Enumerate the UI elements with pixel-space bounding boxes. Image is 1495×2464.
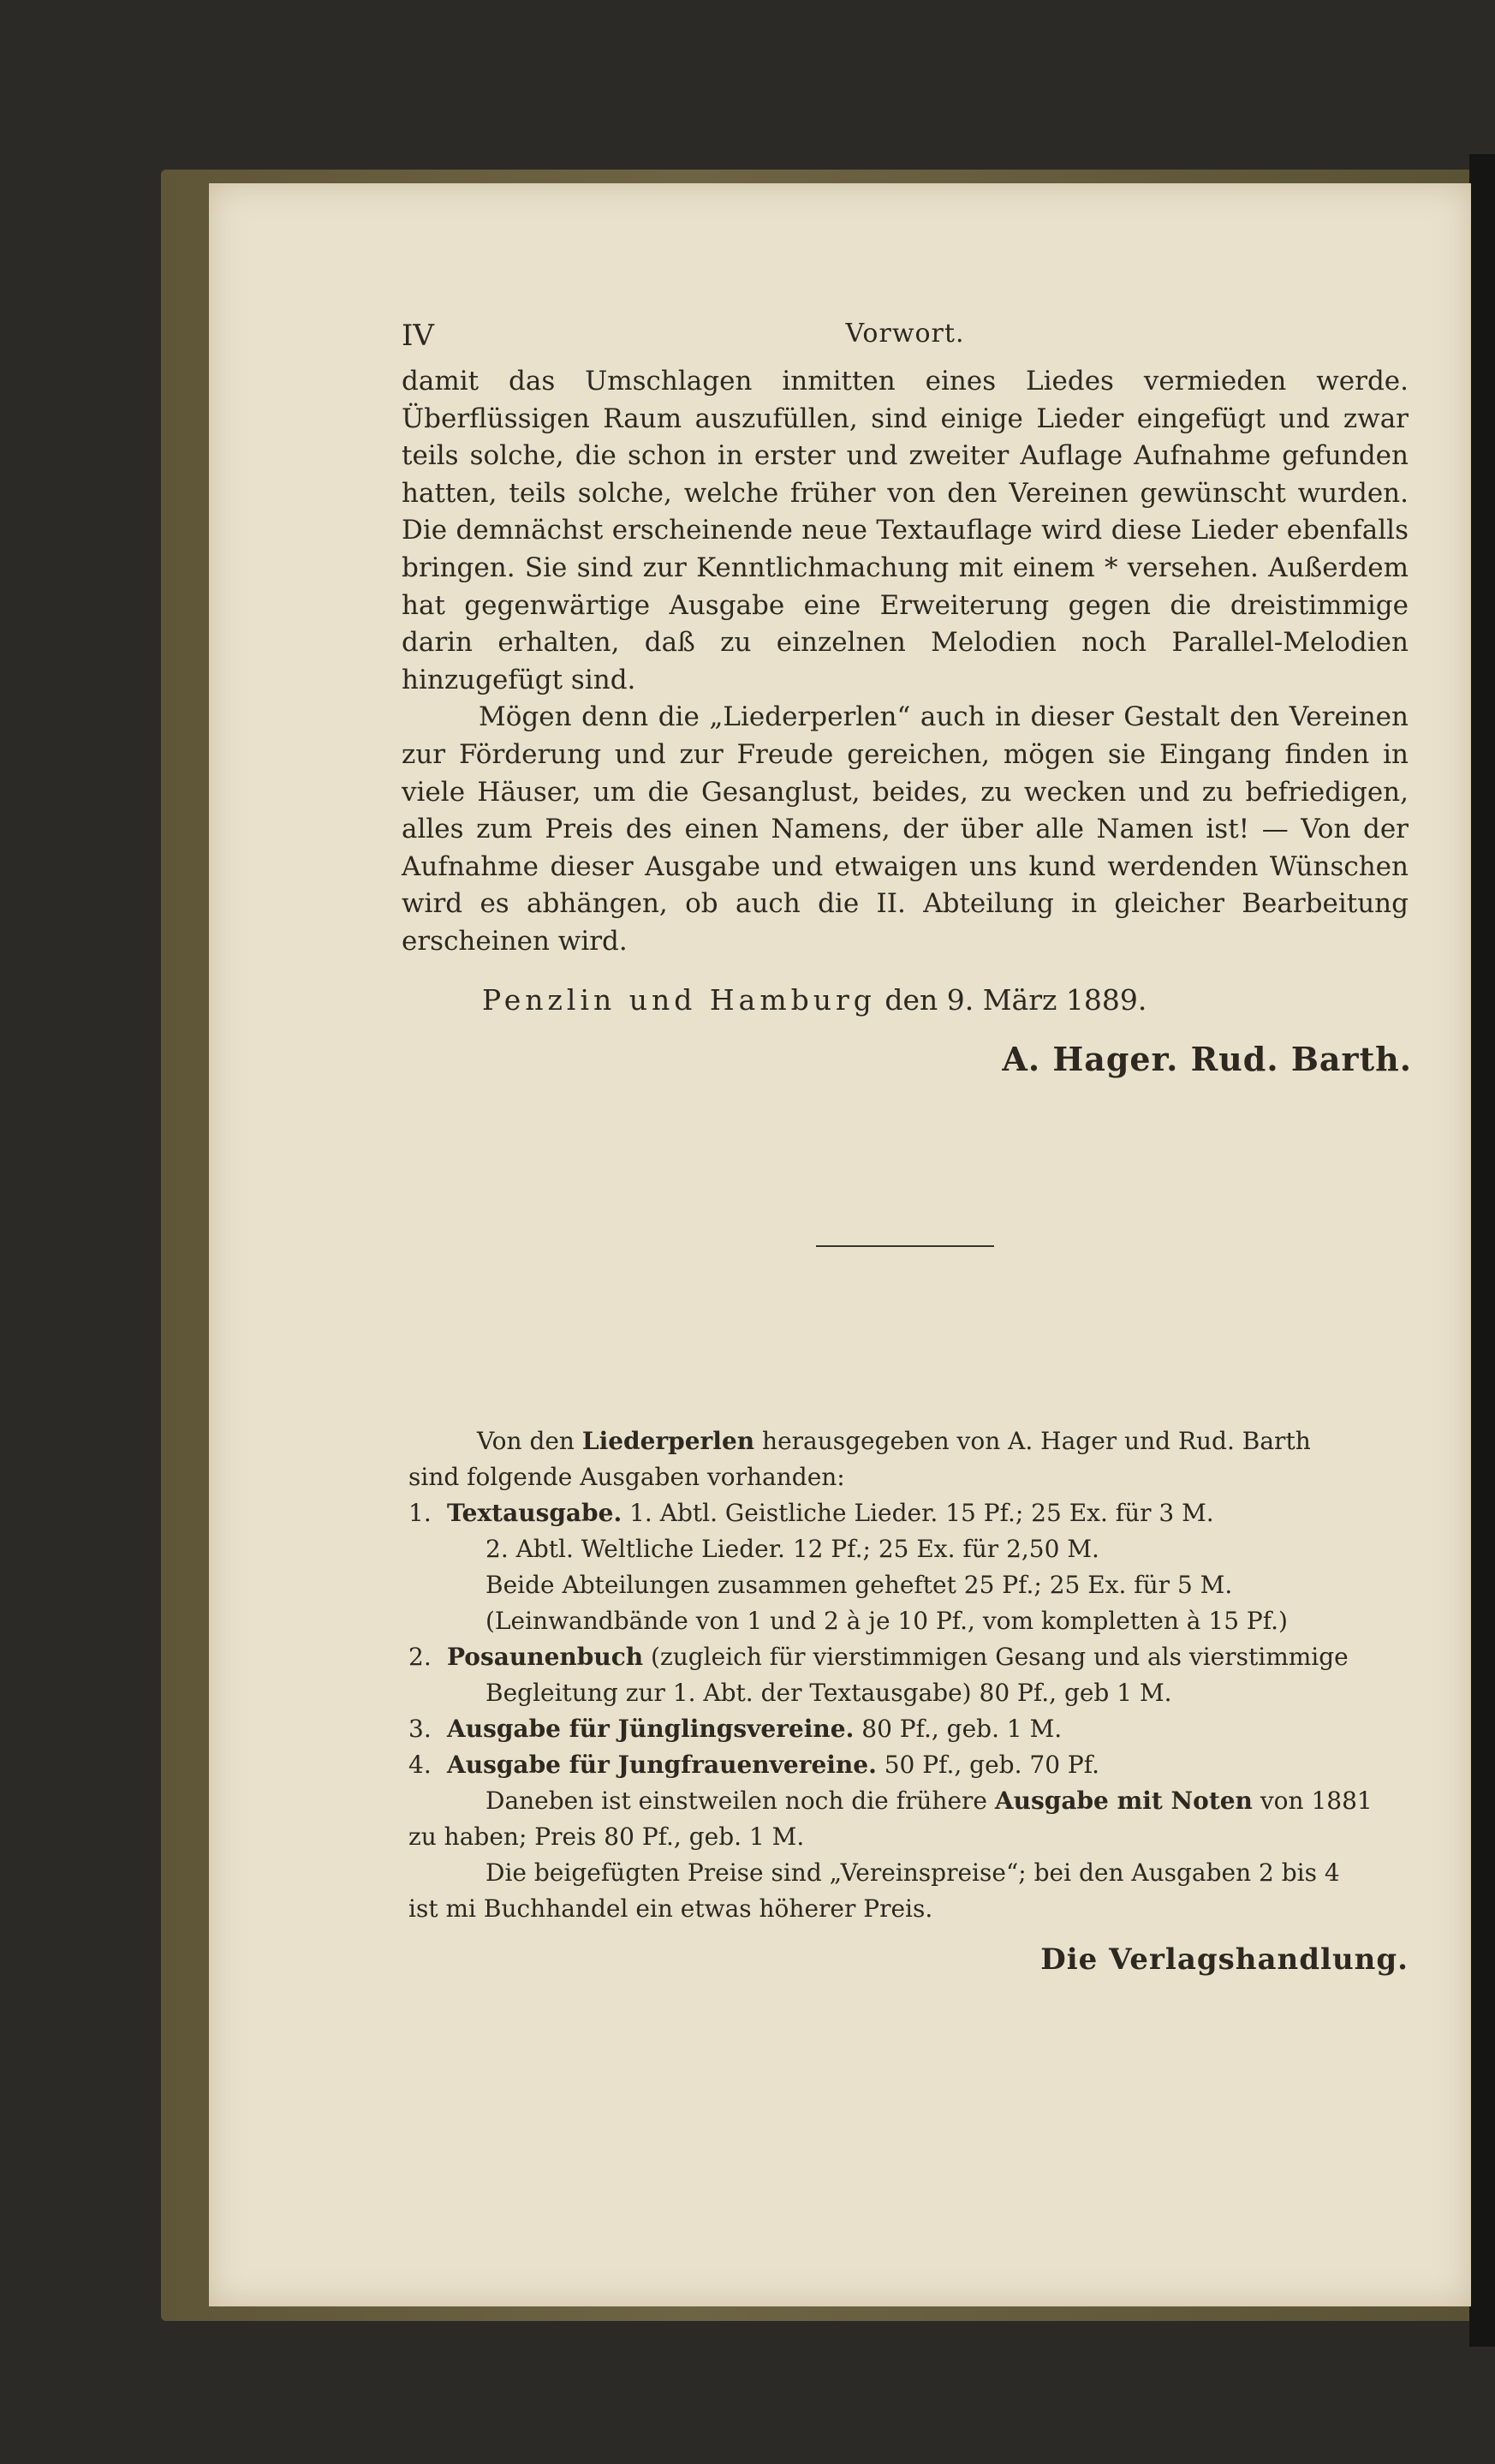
edition-item-4 bbox=[408, 1747, 1409, 1783]
notice-intro-pre: Von den bbox=[477, 1427, 575, 1455]
edition-item-2 bbox=[408, 1639, 1409, 1675]
older-edition-pre: Daneben ist einstweilen noch die frühere bbox=[485, 1787, 987, 1815]
older-edition-post: von 1881 bbox=[1260, 1787, 1373, 1815]
preface-text bbox=[402, 363, 1409, 961]
running-head: Vorwort. bbox=[845, 319, 965, 349]
notice-intro bbox=[408, 1423, 1409, 1459]
older-edition-title: Ausgabe mit Noten bbox=[994, 1787, 1253, 1815]
book-spine-shadow bbox=[1469, 154, 1495, 2347]
edition-number: 2. bbox=[408, 1643, 432, 1671]
page-header bbox=[402, 319, 1409, 353]
edition-item-3 bbox=[408, 1711, 1409, 1747]
notice-intro-line2: sind folgende Ausgaben vorhanden: bbox=[408, 1463, 845, 1491]
book-page bbox=[209, 183, 1471, 2306]
notice-intro-title: Liederperlen bbox=[581, 1427, 755, 1455]
signatures: A. Hager. Rud. Barth. bbox=[1002, 1040, 1412, 1078]
edition-title: Ausgabe für Jünglingsvereine. bbox=[447, 1715, 855, 1743]
edition-number: 1. bbox=[408, 1499, 432, 1527]
edition-1-sub-3: (Leinwandbände von 1 und 2 à je 10 Pf., vom kompletten à 15 Pf.) bbox=[485, 1607, 1288, 1635]
publisher-signature: Die Verlagshandlung. bbox=[1040, 1942, 1409, 1977]
preface-paragraph-2: Mögen denn die „Liederperlen“ auch in dieser Gestalt den Vereinen zur Förderung und zur Freude gereichen, mögen sie Eingang finden in viele Häuser, um die Gesanglust, beides, zu wecken und zu befriedigen, alles zum Preis des einen Namens, der über alle Namen ist! — Von der Aufnahme dieser Ausgabe und etwaigen uns kund werdenden Wünschen wird es abhängen, ob auch die II. Abteilung in gleicher Bearbeitung erscheinen wird. bbox=[402, 701, 1409, 957]
edition-text: (zugleich für vierstimmigen Gesang und als vierstimmige bbox=[651, 1643, 1349, 1671]
notice-intro-post: herausgegeben von A. Hager und Rud. Barth bbox=[762, 1427, 1311, 1455]
edition-1-sub-1: 2. Abtl. Weltliche Lieder. 12 Pf.; 25 Ex. für 2,50 M. bbox=[485, 1535, 1099, 1563]
date: den 9. März 1889. bbox=[884, 983, 1147, 1017]
edition-2-continuation: Begleitung zur 1. Abt. der Textausgabe) 80 Pf., geb 1 M. bbox=[485, 1679, 1172, 1707]
prices-note-continuation: ist mi Buchhandel ein etwas höherer Preis. bbox=[408, 1894, 933, 1923]
edition-text: 1. Abtl. Geistliche Lieder. 15 Pf.; 25 Ex. für 3 M. bbox=[629, 1499, 1214, 1527]
place: Penzlin und Hamburg bbox=[482, 983, 876, 1017]
older-edition-continuation: zu haben; Preis 80 Pf., geb. 1 M. bbox=[408, 1823, 805, 1851]
place-and-date bbox=[482, 983, 1147, 1017]
page-number: IV bbox=[402, 319, 434, 353]
edition-item-1 bbox=[408, 1495, 1409, 1531]
preface-paragraph-1: damit das Umschlagen inmitten eines Liedes vermieden werde. Überflüssigen Raum auszufüllen, sind einige Lieder eingefügt und zwar teils solche, die schon in erster und zweiter Auflage Aufnahme gefunden hatten, teils solche, welche früher von den Vereinen gewünscht wurden. Die demnächst erscheinende neue Textauflage wird diese Lieder ebenfalls bringen. Sie sind zur Kenntlichmachung mit einem * versehen. Außerdem hat gegenwärtige Ausgabe eine Erweiterung gegen die dreistimmige darin erhalten, daß zu einzelnen Melodien noch Parallel-Melodien hinzugefügt sind. bbox=[402, 366, 1409, 695]
edition-text: 50 Pf., geb. 70 Pf. bbox=[884, 1751, 1100, 1779]
edition-title: Posaunenbuch bbox=[447, 1643, 644, 1671]
older-edition-note bbox=[408, 1783, 1409, 1819]
edition-number: 4. bbox=[408, 1751, 432, 1779]
divider-rule bbox=[816, 1245, 994, 1247]
publisher-notice bbox=[408, 1423, 1409, 1927]
edition-title: Textausgabe. bbox=[447, 1499, 622, 1527]
edition-text: 80 Pf., geb. 1 M. bbox=[861, 1715, 1063, 1743]
edition-title: Ausgabe für Jungfrauenvereine. bbox=[447, 1751, 877, 1779]
prices-note: Die beigefügten Preise sind „Vereinspreise“; bei den Ausgaben 2 bis 4 bbox=[485, 1858, 1340, 1887]
edition-1-sub-2: Beide Abteilungen zusammen geheftet 25 Pf.; 25 Ex. für 5 M. bbox=[485, 1571, 1233, 1599]
edition-number: 3. bbox=[408, 1715, 432, 1743]
